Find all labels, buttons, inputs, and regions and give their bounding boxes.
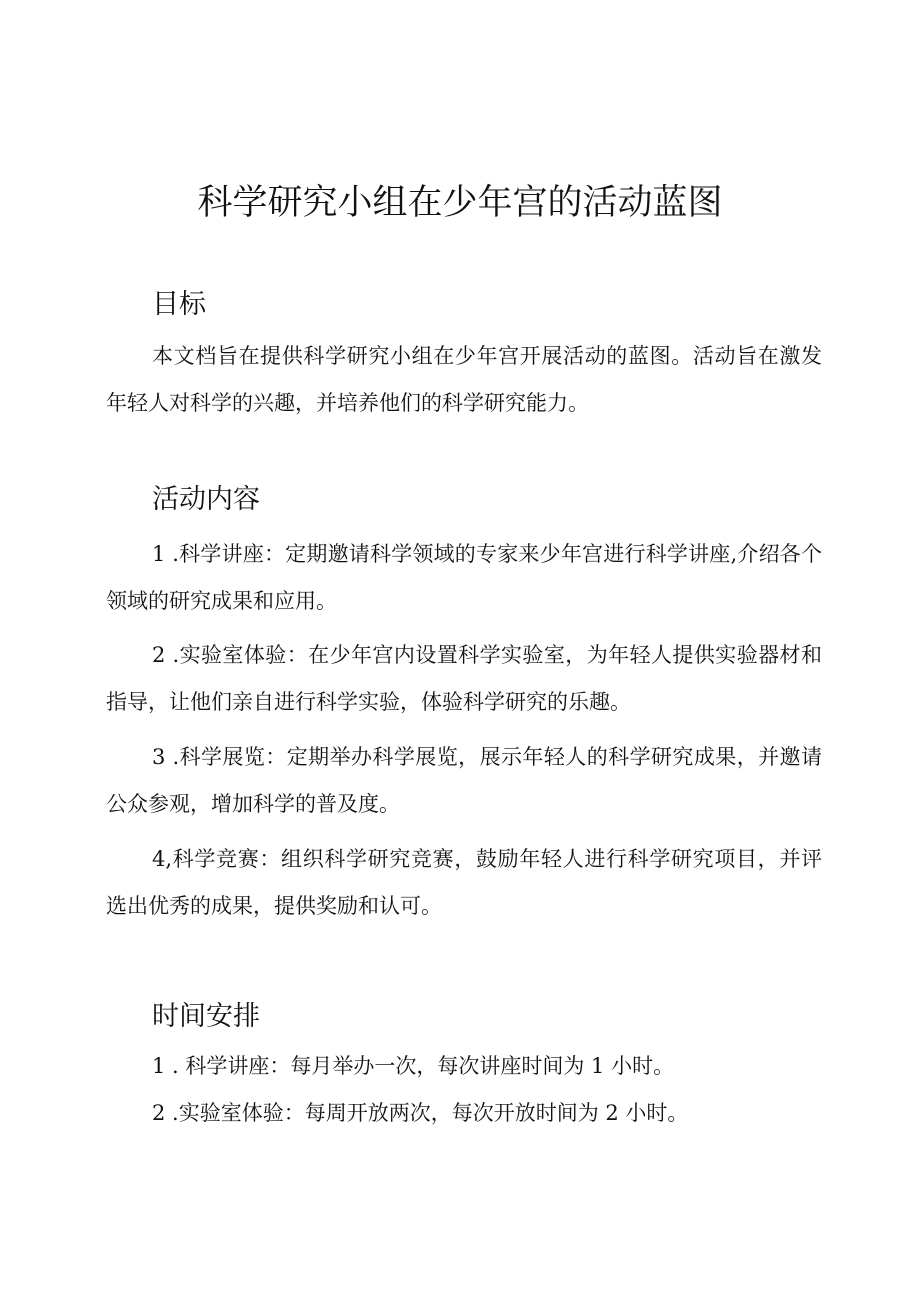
activity-item-2: 2 .实验室体验：在少年宫内设置科学实验室，为年轻人提供实验器材和指导，让他们亲自进行科学实验，体验科学研究的乐趣。 [106,643,822,714]
document-title: 科学研究小组在少年宫的活动蓝图 [197,183,723,223]
section-heading-goal: 目标 [152,289,206,320]
goal-paragraph: 本文档旨在提供科学研究小组在少年宫开展活动的蓝图。活动旨在激发年轻人对科学的兴趣，并培养他们的科学研究能力。 [106,344,822,415]
activity-item-3: 3 .科学展览：定期举办科学展览，展示年轻人的科学研究成果，并邀请公众参观，增加科学的普及度。 [106,745,822,816]
activity-item-4: 4,科学竞赛：组织科学研究竞赛，鼓励年轻人进行科学研究项目，并评选出优秀的成果，提供奖励和认可。 [106,847,822,918]
section-heading-schedule: 时间安排 [152,1001,260,1032]
section-heading-activities: 活动内容 [152,484,260,515]
activity-item-1: 1 .科学讲座：定期邀请科学领域的专家来少年宫进行科学讲座,介绍各个领域的研究成果和应用。 [106,542,822,613]
schedule-item-2: 2 .实验室体验：每周开放两次，每次开放时间为 2 小时。 [152,1101,689,1125]
schedule-item-1: 1 . 科学讲座：每月举办一次，每次讲座时间为 1 小时。 [152,1054,675,1078]
